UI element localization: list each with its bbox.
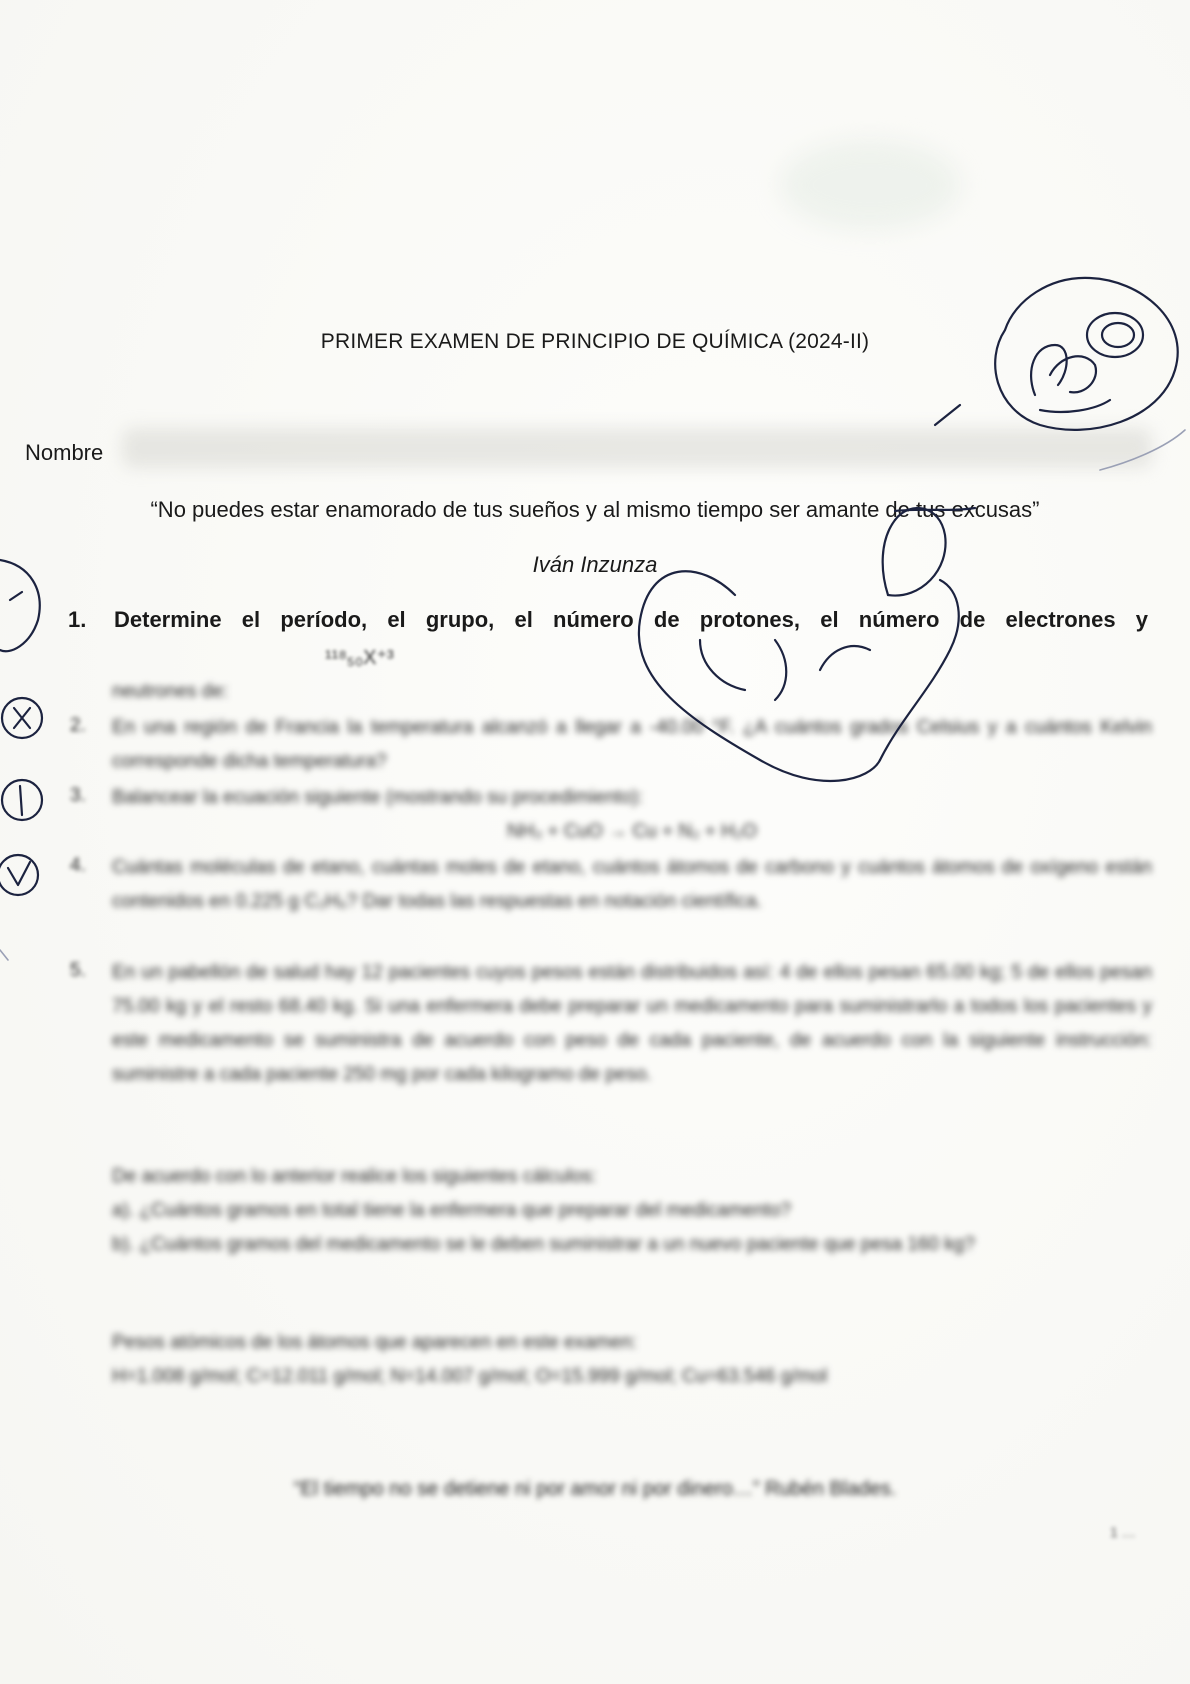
question-5-number: 5.	[70, 960, 86, 981]
atomic-weights-values: H=1.008 g/mol; C=12.011 g/mol; N=14.007 g/mol; O=15.999 g/mol; Cu=63.546 g/mol	[112, 1366, 828, 1387]
question-1-number: 1.	[68, 607, 87, 632]
margin-check-marks	[0, 560, 42, 960]
question-2-text: En una región de Francia la temperatura alcanzó a llegar a -40.00 °F. ¿A cuántos grados Celsius y a cuántos Kelvin corresponde dicha temperatura?	[112, 717, 1152, 772]
question-3-text: Balancear la ecuación siguiente (mostrando su procedimiento):	[112, 787, 644, 808]
page-mark: 1 …	[1110, 1524, 1136, 1540]
nuclide-symbol: ¹¹⁸₅₀X⁺³	[325, 647, 394, 669]
epigraph-quote: “No puedes estar enamorado de tus sueños y al mismo tiempo ser amante de tus excusas”	[150, 497, 1040, 522]
question-5-part-b: b). ¿Cuántos gramos del medicamento se le deben suministrar a un nuevo paciente que pesa 160 kg?	[112, 1234, 975, 1255]
question-1-text: Determine el período, el grupo, el número de protones, el número de electrones y	[114, 607, 1148, 632]
question-3-number: 3.	[70, 785, 86, 806]
footer-quote: “El tiempo no se detiene ni por amor ni por dinero…” Rubén Blades.	[293, 1478, 897, 1500]
question-5-lead: De acuerdo con lo anterior realice los siguientes cálculos:	[112, 1166, 597, 1187]
atomic-weights-heading: Pesos atómicos de los átomos que aparecen en este examen:	[112, 1332, 637, 1353]
question-1	[68, 607, 1148, 633]
epigraph-author: Iván Inzunza	[532, 552, 658, 577]
paper-stain	[780, 140, 960, 230]
question-2-number: 2.	[70, 715, 86, 736]
name-redacted-field	[122, 428, 1152, 468]
name-label: Nombre	[25, 440, 104, 465]
question-5-text: En un pabellón de salud hay 12 pacientes cuyos pesos están distribuidos así: 4 de ellos pesan 65.00 kg; 5 de ellos pesan 75.00 kg y el resto 68.40 kg. Si una enfermera debe preparar un medicamento para suministrarlo a todos los pacientes y este medicamento se suministra de acuerdo con peso de cada paciente, de acuerdo con la siguiente instrucción: suministre a cada paciente 250 mg por cada kilogramo de peso.	[112, 962, 1152, 1085]
question-5-part-a: a). ¿Cuántos gramos en total tiene la enfermera que preparar del medicamento?	[112, 1200, 792, 1221]
question-4-number: 4.	[70, 855, 86, 876]
question-3-equation: NH₃ + CuO → Cu + N₂ + H₂O	[506, 821, 758, 842]
question-4-text: Cuántas moléculas de etano, cuántas moles de etano, cuántos átomos de carbono y cuántos átomos de oxígeno están contenidos en 0.225 g C₂H₆? Dar todas las respuestas en notación científica.	[112, 857, 1152, 912]
question-1-continuation: neutrones de:	[112, 681, 229, 702]
exam-title: PRIMER EXAMEN DE PRINCIPIO DE QUÍMICA (2024-II)	[320, 330, 870, 353]
